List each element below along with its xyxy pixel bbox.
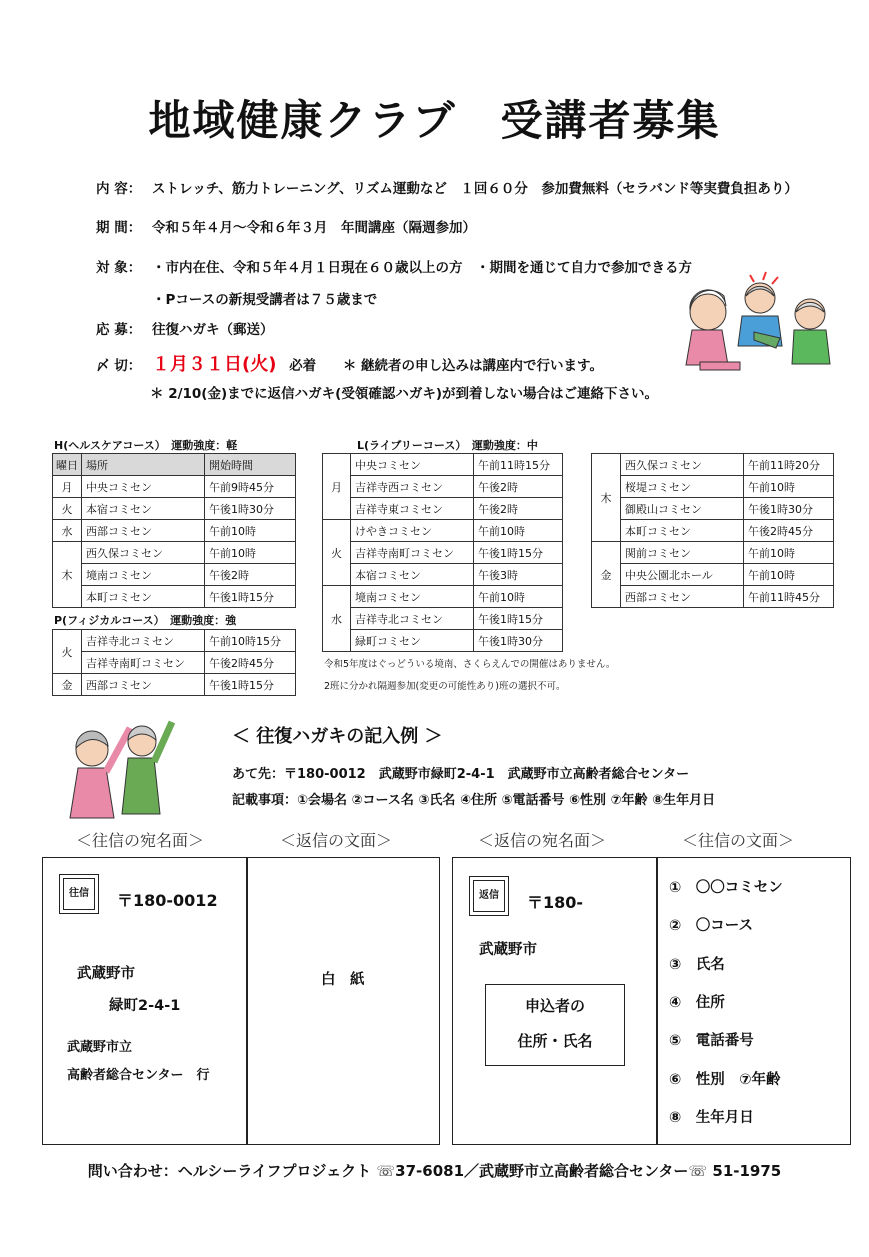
stamp-outgoing <box>59 874 99 914</box>
day-cell: 木 <box>592 454 621 542</box>
table-row <box>323 564 563 586</box>
place-cell: 中央コミセン <box>82 476 205 498</box>
time-cell: 午後2時45分 <box>744 520 834 542</box>
caption-reply-message: ＜返信の文面＞ <box>280 831 393 850</box>
table-row <box>592 564 834 586</box>
time-cell: 午前10時 <box>744 476 834 498</box>
place-cell: 関前コミセン <box>621 542 744 564</box>
example-address: あて先：〒180-0012 武蔵野市緑町2-4-1 武蔵野市立高齢者総合センター <box>232 767 690 782</box>
address-org-2: 高齢者総合センター 行 <box>67 1068 210 1083</box>
place-cell: 西久保コミセン <box>621 454 744 476</box>
table-row <box>592 476 834 498</box>
address-street: 緑町2-4-1 <box>109 998 181 1014</box>
day-cell: 火 <box>53 498 82 520</box>
card-divider <box>656 858 658 1144</box>
time-cell: 午後1時15分 <box>474 542 563 564</box>
place-cell: 吉祥寺東コミセン <box>351 498 474 520</box>
applicant-box <box>485 984 625 1066</box>
contact-footer: 問い合わせ：ヘルシーライフプロジェクト ☏37-6081／武蔵野市立高齢者総合センター☏ 51-1975 <box>87 1162 782 1180</box>
time-cell: 午前10時 <box>205 520 296 542</box>
time-cell: 午後2時 <box>474 498 563 520</box>
time-cell: 午後3時 <box>474 564 563 586</box>
p-course-table <box>52 629 296 696</box>
l-course-note-1: 令和5年度はぐっどういる境南、さくらえんでの開催はありません。 <box>324 659 616 670</box>
applicant-box-line-1: 申込者の <box>524 997 585 1015</box>
target-label: 対 象： <box>96 260 142 276</box>
period-label: 期 間： <box>96 220 142 236</box>
time-cell: 午前10時 <box>474 520 563 542</box>
place-cell: 吉祥寺南町コミセン <box>351 542 474 564</box>
time-cell: 午前10時 <box>744 564 834 586</box>
table-header-row <box>53 454 296 476</box>
place-cell: 桜堤コミセン <box>621 476 744 498</box>
list-item: ⑧ 生年月日 <box>669 1110 754 1126</box>
day-cell: 月 <box>53 476 82 498</box>
seniors-exercise-illustration <box>680 270 840 380</box>
caption-outgoing-message: ＜往信の文面＞ <box>682 831 795 850</box>
place-cell: 境南コミセン <box>82 564 205 586</box>
l-course-note-2: 2班に分かれ隔週参加(変更の可能性あり)班の選択不可。 <box>324 681 566 692</box>
stretching-illustration <box>60 712 180 824</box>
table-row <box>323 520 563 542</box>
reply-address-city: 武蔵野市 <box>479 942 537 958</box>
table-row <box>592 454 834 476</box>
time-cell: 午後1時15分 <box>474 608 563 630</box>
l-course-heading: L(ライブリーコース） 運動強度：中 <box>357 439 538 452</box>
h-course-heading: H(ヘルスケアコース） 運動強度：軽 <box>54 439 238 452</box>
list-item: ④ 住所 <box>669 995 725 1011</box>
time-cell: 午後1時30分 <box>744 498 834 520</box>
period-value: 令和５年４月～令和６年３月 年間講座（隔週参加） <box>152 220 476 236</box>
table-row <box>323 586 563 608</box>
l-course-table-2 <box>591 453 834 608</box>
table-row <box>323 630 563 652</box>
blank-text: 白 紙 <box>321 972 365 988</box>
table-row <box>53 674 296 696</box>
deadline-label: 〆 切： <box>96 358 142 374</box>
day-cell: 水 <box>53 520 82 542</box>
zip-reply: 〒180- <box>527 893 584 912</box>
table-row <box>323 608 563 630</box>
h-course-table <box>52 453 296 608</box>
caption-outgoing-address: ＜往信の宛名面＞ <box>76 831 205 850</box>
page-title: 地域健康クラブ 受講者募集 <box>148 96 721 145</box>
place-cell: 吉祥寺北コミセン <box>351 608 474 630</box>
stamp-label: 返信 <box>473 880 505 912</box>
list-item: ⑥ 性別 ⑦年齢 <box>669 1072 781 1088</box>
deadline-date: １月３１日(火) <box>152 354 277 375</box>
apply-value: 往復ハガキ（郵送） <box>152 322 274 338</box>
postcard-reply <box>452 857 851 1145</box>
time-cell: 午前11時20分 <box>744 454 834 476</box>
apply-label: 応 募： <box>96 322 142 338</box>
zip-outgoing: 〒180-0012 <box>117 891 218 910</box>
target-value-2: ・Pコースの新規受講者は７５歳まで <box>152 292 378 308</box>
place-cell: 吉祥寺南町コミセン <box>82 652 205 674</box>
postcard-outgoing <box>42 857 440 1145</box>
info-content <box>96 177 798 197</box>
time-cell: 午後1時30分 <box>474 630 563 652</box>
day-cell: 木 <box>53 542 82 608</box>
list-item: ② 〇コース <box>669 918 754 934</box>
time-cell: 午後2時 <box>474 476 563 498</box>
table-row <box>323 542 563 564</box>
table-row <box>592 586 834 608</box>
list-item: ① 〇〇コミセン <box>669 880 783 896</box>
day-cell: 月 <box>323 454 351 520</box>
info-apply <box>96 318 274 338</box>
table-row <box>592 542 834 564</box>
stamp-reply <box>469 876 509 916</box>
time-cell: 午後2時45分 <box>205 652 296 674</box>
day-cell: 金 <box>53 674 82 696</box>
time-cell: 午後1時15分 <box>205 586 296 608</box>
content-label: 内 容： <box>96 181 142 197</box>
place-cell: 本町コミセン <box>621 520 744 542</box>
col-day: 曜日 <box>53 454 82 476</box>
time-cell: 午後2時 <box>205 564 296 586</box>
reply-note: ＊ 2/10(金)までに返信ハガキ(受領確認ハガキ)が到着しない場合はご連絡下さい。 <box>150 386 658 402</box>
table-row <box>53 652 296 674</box>
time-cell: 午前10時 <box>205 542 296 564</box>
deadline-suffix: 必着 <box>289 358 317 374</box>
table-row <box>53 564 296 586</box>
table-row <box>53 586 296 608</box>
stamp-label: 往信 <box>63 878 95 910</box>
time-cell: 午後1時15分 <box>205 674 296 696</box>
table-row <box>53 520 296 542</box>
place-cell: 西部コミセン <box>82 520 205 542</box>
day-cell: 火 <box>323 520 351 586</box>
table-row <box>53 498 296 520</box>
table-row <box>592 520 834 542</box>
example-items: 記載事項：①会場名 ②コース名 ③氏名 ④住所 ⑤電話番号 ⑥性別 ⑦年齢 ⑧生年月日 <box>232 793 716 808</box>
info-deadline <box>96 350 603 376</box>
table-row <box>53 476 296 498</box>
place-cell: 西部コミセン <box>621 586 744 608</box>
time-cell: 午前11時15分 <box>474 454 563 476</box>
content-value: ストレッチ、筋力トレーニング、リズム運動など １回６０分 参加費無料（セラバンド等実費負担あり） <box>152 181 798 197</box>
place-cell: 西久保コミセン <box>82 542 205 564</box>
info-period <box>96 216 476 236</box>
list-item: ⑤ 電話番号 <box>669 1033 754 1049</box>
place-cell: 中央コミセン <box>351 454 474 476</box>
table-row <box>53 542 296 564</box>
p-course-heading: P(フィジカルコース） 運動強度：強 <box>54 614 237 627</box>
time-cell: 午前11時45分 <box>744 586 834 608</box>
place-cell: 緑町コミセン <box>351 630 474 652</box>
place-cell: 本宿コミセン <box>351 564 474 586</box>
caption-reply-address: ＜返信の宛名面＞ <box>478 831 607 850</box>
table-row <box>323 498 563 520</box>
day-cell: 水 <box>323 586 351 652</box>
card-divider <box>246 858 248 1144</box>
example-title: ＜ 往復ハガキの記入例 ＞ <box>232 726 443 747</box>
applicant-box-line-2: 住所・氏名 <box>517 1032 593 1050</box>
table-row <box>323 454 563 476</box>
place-cell: 吉祥寺西コミセン <box>351 476 474 498</box>
place-cell: 本宿コミセン <box>82 498 205 520</box>
l-course-table <box>322 453 563 652</box>
col-place: 場所 <box>82 454 205 476</box>
info-target <box>96 256 692 276</box>
time-cell: 午前9時45分 <box>205 476 296 498</box>
time-cell: 午前10時15分 <box>205 630 296 652</box>
table-row <box>592 498 834 520</box>
time-cell: 午前10時 <box>744 542 834 564</box>
day-cell: 火 <box>53 630 82 674</box>
day-cell: 金 <box>592 542 621 608</box>
place-cell: けやきコミセン <box>351 520 474 542</box>
table-row <box>323 476 563 498</box>
address-city: 武蔵野市 <box>77 966 135 982</box>
time-cell: 午後1時30分 <box>205 498 296 520</box>
place-cell: 中央公園北ホール <box>621 564 744 586</box>
place-cell: 本町コミセン <box>82 586 205 608</box>
list-item: ③ 氏名 <box>669 957 725 973</box>
target-value-1: ・市内在住、令和５年４月１日現在６０歳以上の方 ・期間を通じて自力で参加できる方 <box>152 260 692 276</box>
place-cell: 境南コミセン <box>351 586 474 608</box>
address-org-1: 武蔵野市立 <box>67 1040 133 1055</box>
time-cell: 午前10時 <box>474 586 563 608</box>
place-cell: 吉祥寺北コミセン <box>82 630 205 652</box>
place-cell: 御殿山コミセン <box>621 498 744 520</box>
deadline-note: ＊ 継続者の申し込みは講座内で行います。 <box>342 358 603 374</box>
place-cell: 西部コミセン <box>82 674 205 696</box>
col-time: 開始時間 <box>205 454 296 476</box>
table-row <box>53 630 296 652</box>
